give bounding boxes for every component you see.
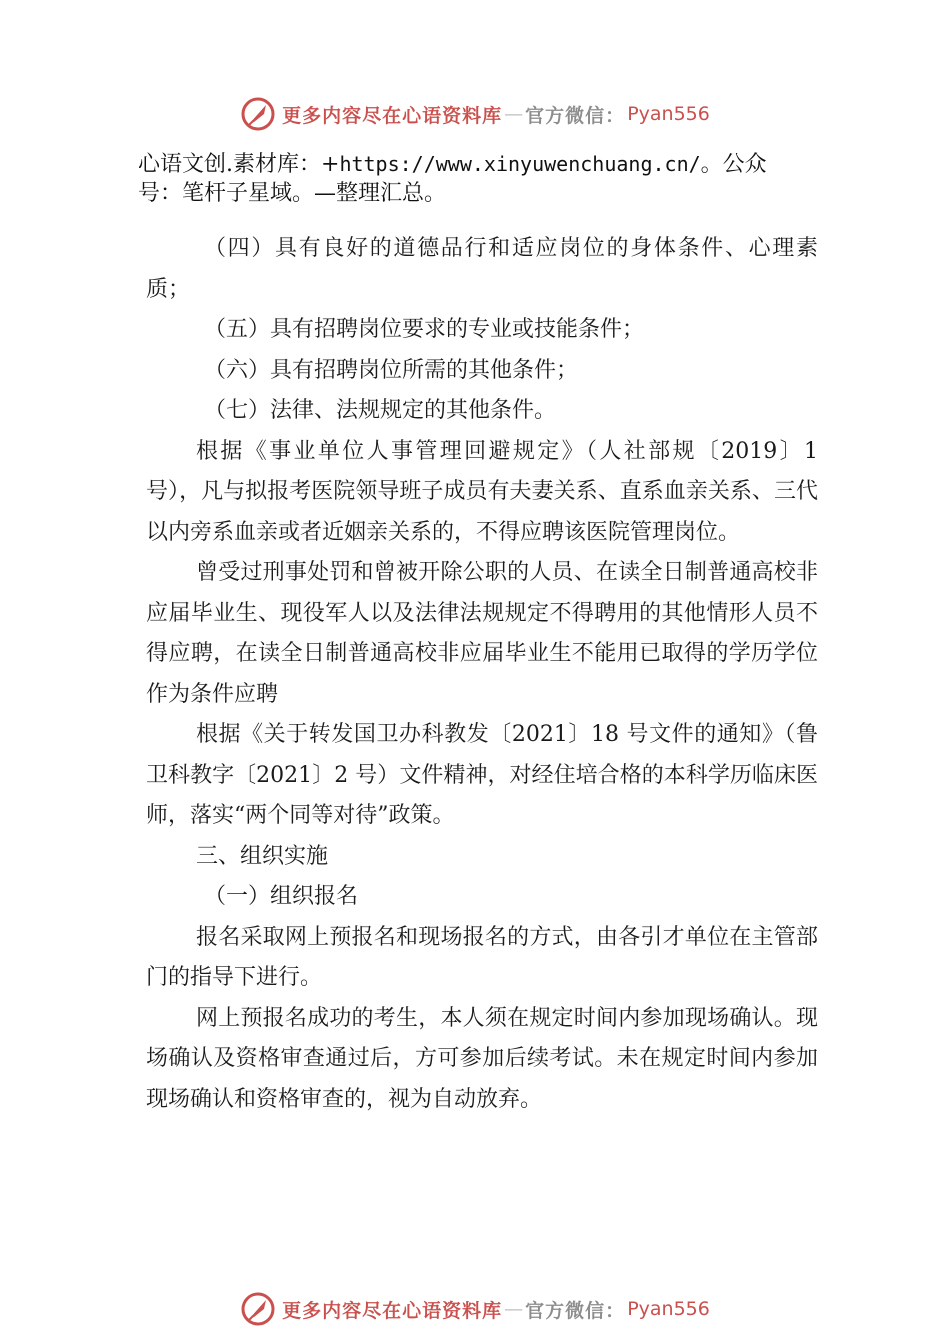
- footer-banner-wechat-label: 官方微信：: [525, 1299, 626, 1322]
- condition-7: （七）法律、法规规定的其他条件。: [204, 398, 557, 423]
- source-note-prefix: 心语文创.素材库：+: [138, 152, 340, 177]
- source-note-line-1: [138, 150, 838, 179]
- quill-logo-icon: [240, 1291, 276, 1327]
- registration-confirm-paragraph: 网上预报名成功的考生，本人须在规定时间内参加现场确认。现场确认及资格审查通过后，方可参加后续考试。未在规定时间内参加现场确认和资格审查的，视为自动放弃。: [146, 1005, 818, 1112]
- condition-6: （六）具有招聘岗位所需的其他条件；: [204, 357, 579, 383]
- source-url-link[interactable]: https://www.xinyuwenchuang.cn/: [339, 152, 701, 176]
- footer-banner-main-text: 更多内容尽在心语资料库: [282, 1299, 503, 1322]
- footer-banner-wechat-id: Pyan556: [627, 1298, 710, 1320]
- header-banner: [0, 94, 950, 134]
- footer-banner-dash: —: [504, 1298, 524, 1320]
- subsection-heading-registration: （一）组织报名: [204, 884, 359, 909]
- banner-wechat-label: 官方微信：: [525, 104, 626, 127]
- avoidance-rule-paragraph: 根据《事业单位人事管理回避规定》（人社部规〔2019〕1 号），凡与拟报考医院领导班子成员有夫妻关系、直系血亲关系、三代以内旁系血亲或者近姻亲关系的，不得应聘该医院管理岗位。: [146, 438, 818, 545]
- notice-paragraph: 根据《关于转发国卫办科教发〔2021〕18 号文件的通知》（鲁卫科教字〔2021〕2 号）文件精神，对经住培合格的本科学历临床医师，落实“两个同等对待”政策。: [146, 722, 818, 828]
- banner-wechat-id: Pyan556: [627, 103, 710, 125]
- banner-dash: —: [504, 103, 524, 125]
- quill-logo-icon: [240, 96, 276, 132]
- document-body: [146, 229, 818, 1120]
- exclusion-paragraph: 曾受过刑事处罚和曾被开除公职的人员、在读全日制普通高校非应届毕业生、现役军人以及法律法规规定不得聘用的其他情形人员不得应聘，在读全日制普通高校非应届毕业生不能用已取得的学历学位作为条件应聘: [146, 560, 818, 707]
- banner-main-text: 更多内容尽在心语资料库: [282, 104, 503, 127]
- condition-4: （四）具有良好的道德品行和适应岗位的身体条件、心理素质；: [146, 236, 818, 302]
- section-heading-3: 三、组织实施: [196, 843, 329, 869]
- source-note-suffix: 。公众: [700, 152, 767, 177]
- source-note-line-2: 号：笔杆子星域。—整理汇总。: [138, 181, 447, 206]
- registration-method-paragraph: 报名采取网上预报名和现场报名的方式，由各引才单位在主管部门的指导下进行。: [146, 924, 818, 990]
- condition-5: （五）具有招聘岗位要求的专业或技能条件；: [204, 317, 645, 342]
- footer-banner: [0, 1289, 950, 1329]
- source-note: [138, 150, 838, 208]
